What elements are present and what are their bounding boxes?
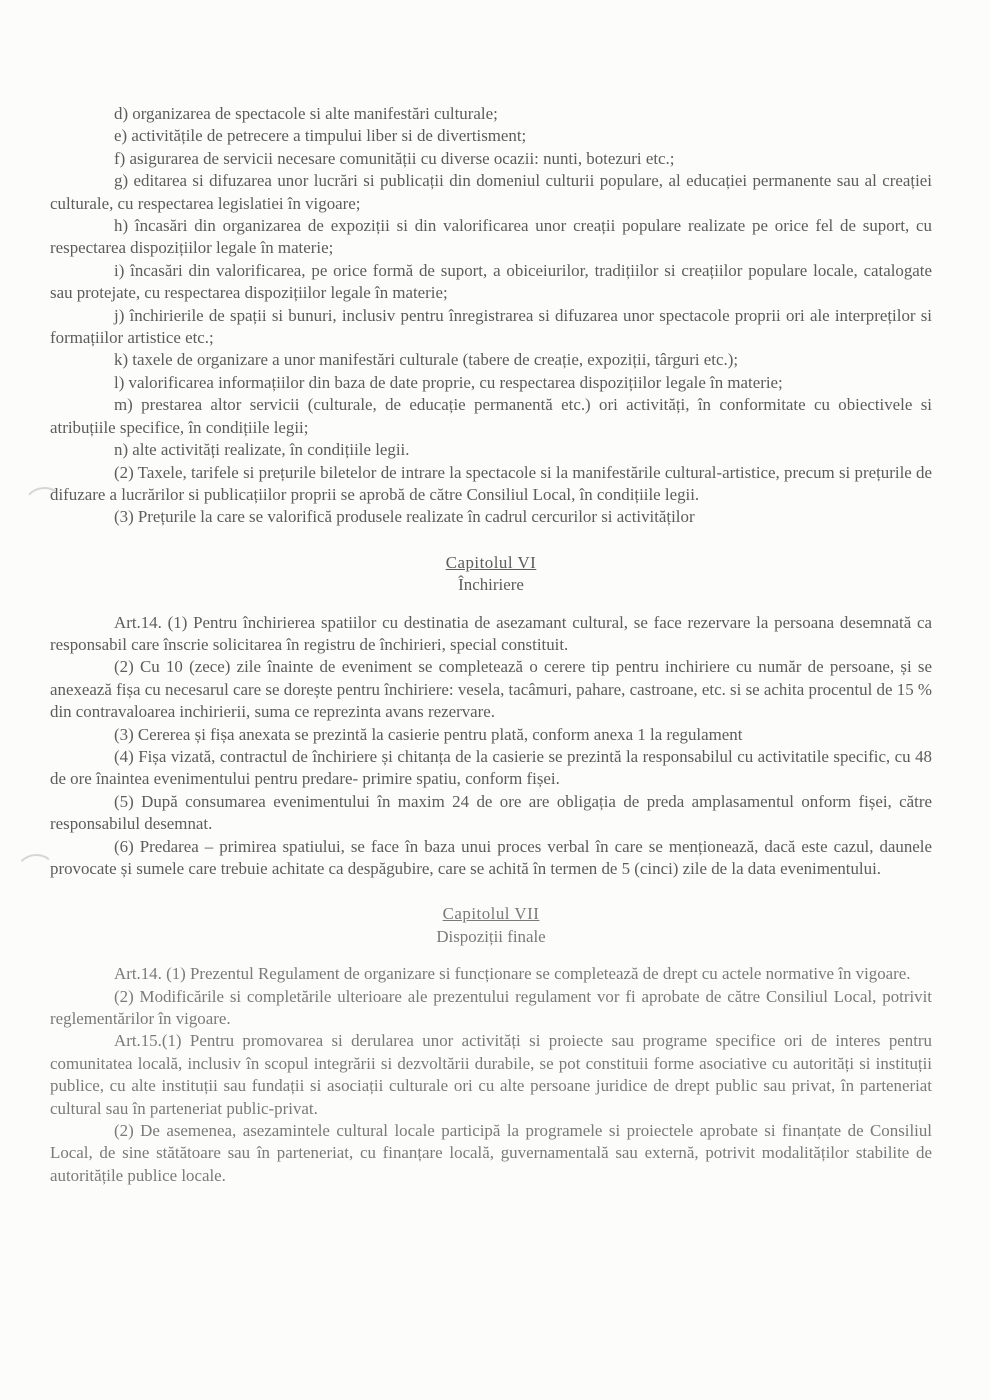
chapter-vii-subtitle: Dispoziții finale	[436, 926, 546, 946]
list-item-k: k) taxele de organizare a unor manifestări culturale (tabere de creație, expoziții, târguri etc.);	[114, 350, 739, 370]
chapter-vii-heading	[50, 903, 932, 948]
article-14-paragraph-6: (6) Predarea – primirea spatiului, se face în baza unui proces verbal în care se menționează, dacă este cazul, daunele provocate și sumele care trebuie achitate ca despăgubire, care se achită în termen de 5 (cinci) zile de la data evenimentului.	[50, 836, 932, 878]
list-item-g: g) editarea si difuzarea unor lucrări si publicații din domeniul culturii populare, al educației permanente sau al creației culturale, cu respectarea legislatiei în vigoare;	[50, 171, 932, 213]
list-item-h: h) încasări din organizarea de expoziții si din valorificarea unor creații populare realizate pe orice fel de suport, cu respectarea dispozițiilor legale în materie;	[50, 216, 932, 258]
article-14-paragraph-2: (2) Cu 10 (zece) zile înainte de eveniment se completează o cerere tip pentru inchiriere cu număr de persoane, și se anexează fișa cu necesarul care se dorește pentru închiriere: vesela, tacâmuri, pahare, castroane, etc. si se achita procentul de 15 % din contravaloarea inchirierii, suma ce reprezinta avans rezervare.	[50, 657, 932, 722]
article-14-paragraph-5: (5) După consumarea evenimentului în maxim 24 de ore are obligația de preda amplasamentul onform fișei, către responsabilul desemnat.	[50, 791, 932, 834]
chapter-vi-subtitle: Închiriere	[458, 575, 524, 595]
list-item-i: i) încasări din valorificarea, pe orice formă de suport, a obiceiurilor, tradițiilor si creațiilor populare locale, catalogate sau protejate, cu respectarea dispozițiilor legale în materie;	[50, 260, 932, 303]
final-provisions-section	[50, 903, 932, 1187]
list-item-m: m) prestarea altor servicii (culturale, de educație permanentă etc.) ori activități, în conformitate cu obiectivele si atribuțiile specifice, în condițiile legii;	[50, 395, 932, 437]
final-article-14-paragraph-2: (2) Modificările si completările ulterioare ale prezentului regulament vor fi aprobate de către Consiliul Local, potrivit reglementărilor în vigoare.	[50, 986, 932, 1029]
list-item-j: j) închirierile de spații si bunuri, inclusiv pentru înregistrarea si difuzarea unor spectacole proprii ori ale interpreților si formațiilor artistice etc.;	[50, 305, 932, 348]
final-article-14-paragraph-1: Art.14. (1) Prezentul Regulament de organizare si funcționare se completează de drept cu actele normative în vigoare.	[114, 964, 911, 984]
document-body	[50, 103, 932, 1187]
chapter-vi-title: Capitolul VI	[445, 552, 537, 572]
list-item-f: f) asigurarea de servicii necesare comunității cu diverse ocazii: nunti, botezuri etc.;	[114, 148, 675, 168]
article-14-paragraph-1: Art.14. (1) Pentru închirierea spatiilor cu destinatia de asezamant cultural, se face rezervare la persoana desemnată ca responsabil care înscrie solicitarea în registru de închirieri, special constituit.	[50, 612, 932, 654]
clause-3: (3) Prețurile la care se valorifică produsele realizate în cadrul cercurilor si activităților	[114, 507, 695, 527]
clause-2: (2) Taxele, tarifele si prețurile biletelor de intrare la spectacole si la manifestările cultural-artistice, precum si prețurile de difuzare a lucrărilor si publicațiilor proprii se aprobă de către Consiliul Local, în condițiile legii.	[50, 462, 932, 504]
list-item-e: e) activitățile de petrecere a timpului liber si de divertisment;	[114, 126, 527, 146]
article-14-paragraph-4: (4) Fișa vizată, contractul de închiriere și chitanța de la casierie se prezintă la responsabilul cu activitatile specific, cu 48 de ore înaintea evenimentului pentru predare- primire spatiu, conform fișei.	[50, 746, 932, 789]
article-15-paragraph-2: (2) De asemenea, asezamintele cultural locale participă la programele si proiectele aprobate si finanțate de Consiliul Local, de sine stătătoare sau în parteneriat, cu finanțare locală, guvernamentală sau externă, potrivit modalităților stabilite de autoritățile publice locale.	[50, 1121, 932, 1185]
list-item-d: d) organizarea de spectacole si alte manifestări culturale;	[114, 104, 498, 123]
chapter-vi-heading	[50, 552, 932, 597]
chapter-vii-title: Capitolul VII	[442, 904, 540, 924]
list-item-n: n) alte activități realizate, în condițiile legii.	[114, 440, 410, 460]
list-item-l: l) valorificarea informațiilor din baza de date proprie, cu respectarea dispozițiilor legale în materie;	[114, 372, 783, 392]
article-14-paragraph-3: (3) Cererea și fișa anexata se prezintă la casierie pentru plată, conform anexa 1 la regulament	[114, 724, 743, 744]
article-15-paragraph-1: Art.15.(1) Pentru promovarea si derularea unor activități si proiecte sau programe specifice ori de interes pentru comunitatea locală, inclusiv în scopul integrării si dezvoltării durabile, se pot constituii forme asociative cu autorități si instituții publice, cu alte instituții sau fundații si asociații culturale ori cu alte persoane juridice de drept public sau privat, în parteneriat cultural sau în parteneriat public-privat.	[50, 1031, 932, 1118]
